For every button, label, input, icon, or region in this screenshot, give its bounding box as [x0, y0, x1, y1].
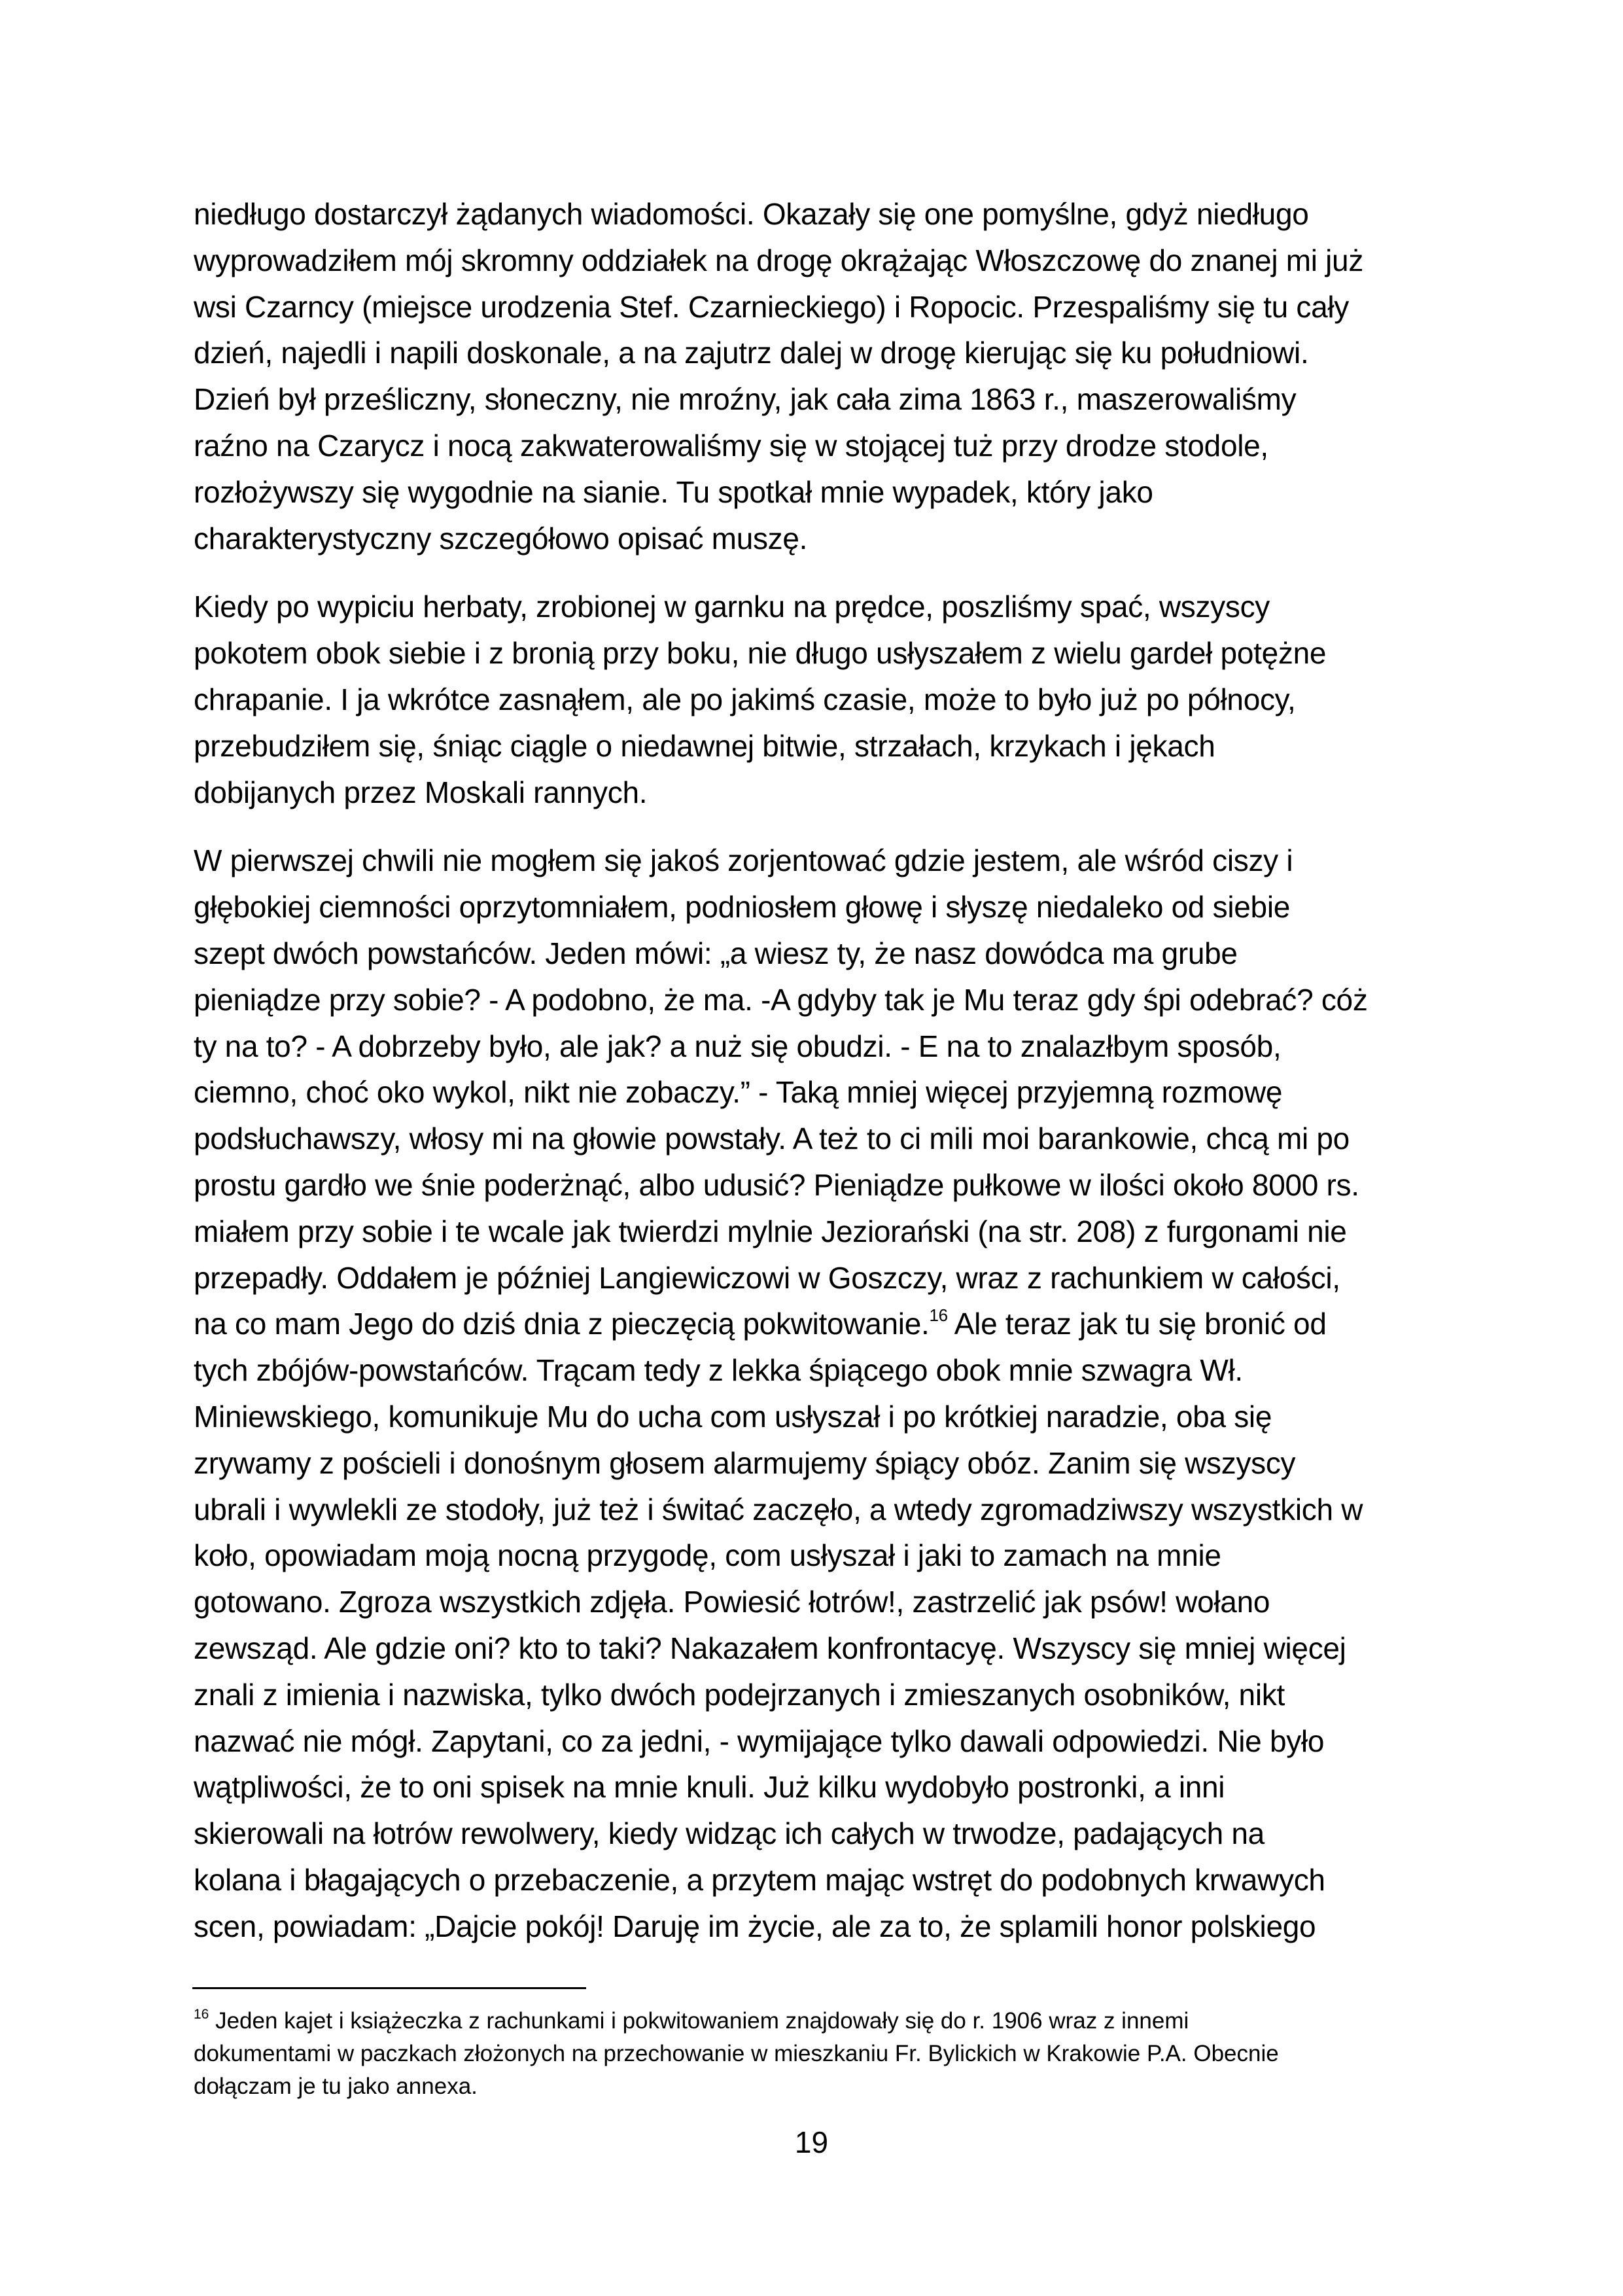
text-segment: Ale teraz jak tu się bronić od [947, 1307, 1327, 1341]
footnote-line: dokumentami w paczkach złożonych na przechowanie w mieszkaniu Fr. Bylickich w Krakowie P.A. Obecnie [194, 2041, 1279, 2066]
text-line: gotowano. Zgroza wszystkich zdjęła. Powiesić łotrów!, zastrzelić jak psów! wołano [194, 1585, 1270, 1619]
text-line: prostu gardło we śnie poderżnąć, albo udusić? Pieniądze pułkowe w ilości około 8000 rs. [194, 1167, 1359, 1202]
text-line: tych zbójów-powstańców. Trącam tedy z lekka śpiącego obok mnie szwagra Wł. [194, 1353, 1243, 1388]
text-line: zewsząd. Ale gdzie oni? kto to taki? Nakazałem konfrontacyę. Wszyscy się mniej więcej [194, 1631, 1346, 1665]
text-line: pieniądze przy sobie? - A podobno, że ma. -A gdyby tak je Mu teraz gdy śpi odebrać? cóż [194, 982, 1368, 1017]
paragraph-1 [194, 191, 1437, 561]
text-line: dobijanych przez Moskali rannych. [194, 775, 648, 809]
footnote-line [194, 2005, 1450, 2038]
text-line: zrywamy z pościeli i donośnym głosem alarmujemy śpiący obóz. Zanim się wszyscy [194, 1445, 1296, 1480]
text-line: szept dwóch powstańców. Jeden mówi: „a wiesz ty, że nasz dowódca ma grube [194, 936, 1238, 970]
text-line: nazwać nie mógł. Zapytani, co za jedni, - wymijające tylko dawali odpowiedzi. Nie było [194, 1723, 1325, 1758]
text-line: kolana i błagających o przebaczenie, a przytem mając wstręt do podobnych krwawych [194, 1862, 1325, 1897]
footnotes [194, 2005, 1450, 2103]
text-line: pokotem obok siebie i z bronią przy boku, nie długo usłyszałem z wielu gardeł potężne [194, 636, 1327, 671]
text-line: scen, powiadam: „Dajcie pokój! Daruję im życie, ale za to, że splamili honor polskiego [194, 1909, 1316, 1943]
footnote-reference[interactable]: 16 [929, 1305, 948, 1325]
footnote-16 [194, 2005, 1450, 2103]
text-line: ty na to? - A dobrzeby było, ale jak? a nuż się obudzi. - E na to znalazłbym sposób, [194, 1029, 1282, 1063]
text-line: ubrali i wywlekli ze stodoły, już też i świtać zaczęło, a wtedy zgromadziwszy wszystkich w [194, 1492, 1363, 1527]
text-segment: na co mam Jego do dziś dnia z pieczęcią pokwitowanie. [194, 1307, 930, 1341]
text-line: ciemno, choć oko wykol, nikt nie zobaczy.” - Taką mniej więcej przyjemną rozmowę [194, 1075, 1283, 1110]
footnote-number: 16 [194, 2007, 209, 2022]
text-line: miałem przy sobie i te wcale jak twierdzi mylnie Jeziorański (na str. 208) z furgonami nie [194, 1214, 1347, 1248]
page-number: 19 [794, 2125, 829, 2159]
text-line: dzień, najedli i napili doskonale, a na zajutrz dalej w drogę kierując się ku południowi. [194, 336, 1309, 370]
paragraph-2 [194, 584, 1437, 815]
text-line: Miniewskiego, komunikuje Mu do ucha com usłyszał i po krótkiej naradzie, oba się [194, 1399, 1272, 1434]
text-line: Kiedy po wypiciu herbaty, zrobionej w garnku na prędce, poszliśmy spać, wszyscy [194, 590, 1270, 624]
text-line: Dzień był prześliczny, słoneczny, nie mroźny, jak cała zima 1863 r., maszerowaliśmy [194, 382, 1297, 417]
text-line: przebudziłem się, śniąc ciągle o niedawnej bitwie, strzałach, krzykach i jękach [194, 728, 1215, 763]
text-line: skierowali na łotrów rewolwery, kiedy widząc ich całych w trwodze, padających na [194, 1816, 1265, 1851]
text-line: wsi Czarncy (miejsce urodzenia Stef. Czarnieckiego) i Ropocic. Przespaliśmy się tu cały [194, 289, 1349, 324]
text-line: wątpliwości, że to oni spisek na mnie knuli. Już kilku wydobyło postronki, a inni [194, 1770, 1225, 1805]
text-line: podsłuchawszy, włosy mi na głowie powstały. A też to ci mili moi barankowie, chcą mi po [194, 1122, 1350, 1156]
text-line: koło, opowiadam moją nocną przygodę, com usłyszał i jaki to zamach na mnie [194, 1538, 1221, 1573]
text-line-with-footnote-ref [194, 1301, 1437, 1347]
text-segment: Jeden kajet i książeczka z rachunkami i pokwitowaniem znajdowały się do r. 1906 wraz z innemi [209, 2008, 1189, 2034]
text-line: wyprowadziłem mój skromny oddziałek na drogę okrążając Włoszczowę do znanej mi już [194, 243, 1364, 277]
text-line: głębokiej ciemności oprzytomniałem, podniosłem głowę i słyszę niedaleko od siebie [194, 890, 1291, 925]
body-text [194, 191, 1437, 1971]
footnote-separator [192, 1987, 586, 1989]
text-line: przepadły. Oddałem je później Langiewiczowi w Goszczy, wraz z rachunkiem w całości, [194, 1260, 1340, 1295]
text-line: W pierwszej chwili nie mogłem się jakoś zorjentować gdzie jestem, ale wśród ciszy i [194, 843, 1293, 878]
paragraph-3 [194, 838, 1437, 1949]
text-line: raźno na Czarycz i nocą zakwaterowaliśmy się w stojącej tuż przy drodze stodole, [194, 428, 1268, 463]
text-line: charakterystyczny szczegółowo opisać muszę. [194, 521, 808, 556]
text-line: rozłożywszy się wygodnie na sianie. Tu spotkał mnie wypadek, który jako [194, 474, 1153, 509]
text-line: chrapanie. I ja wkrótce zasnąłem, ale po jakimś czasie, może to było już po północy, [194, 682, 1296, 716]
text-line: niedługo dostarczył żądanych wiadomości. Okazały się one pomyślne, gdyż niedługo [194, 197, 1309, 231]
footnote-line: dołączam je tu jako annexa. [194, 2074, 478, 2099]
text-line: znali z imienia i nazwiska, tylko dwóch podejrzanych i zmieszanych osobników, nikt [194, 1677, 1285, 1712]
